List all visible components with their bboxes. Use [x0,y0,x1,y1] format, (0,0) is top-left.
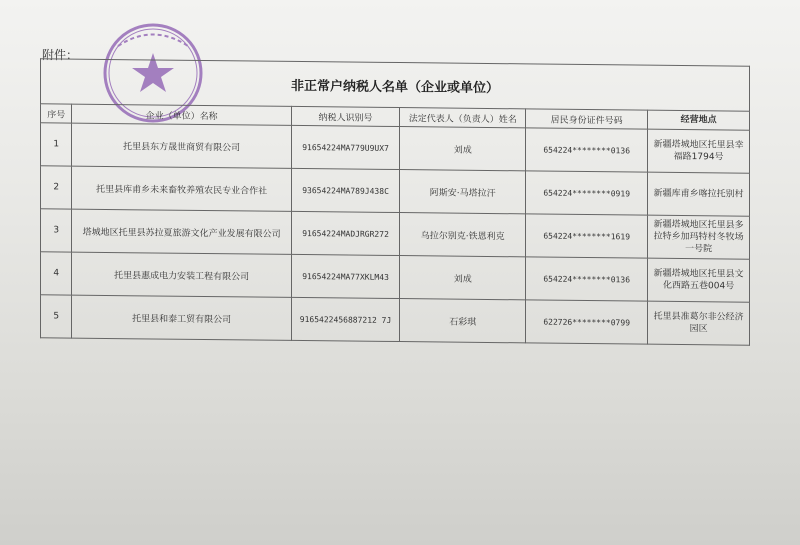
cell-name: 塔城地区托里县苏拉夏旅游文化产业发展有限公司 [72,209,291,254]
cell-name: 托里县库甫乡未来畜牧养殖农民专业合作社 [72,166,291,211]
cell-address: 新疆塔城地区托里县幸福路1794号 [648,129,750,173]
header-id-number: 居民身份证件号码 [526,109,648,129]
cell-tax-id: 9165422456887212 7J [291,297,400,341]
cell-representative: 刘成 [400,127,526,171]
table-row [41,252,750,302]
cell-id-number: 654224********0136 [526,128,648,172]
cell-representative: 刘成 [400,256,526,300]
cell-representative: 乌拉尔别克·铁恩利克 [400,213,526,257]
cell-representative: 石彩琪 [400,299,526,343]
cell-tax-id: 93654224MA789J438C [291,168,400,212]
cell-name: 托里县惠成电力安装工程有限公司 [72,252,291,297]
cell-name: 托里县东方晟世商贸有限公司 [72,123,291,168]
cell-index: 5 [41,295,72,338]
cell-address: 新疆塔城地区托里县多拉特乡加玛特村冬牧场一号院 [648,215,750,259]
header-index: 序号 [41,104,72,123]
cell-index: 1 [41,123,72,166]
cell-id-number: 622726********0799 [526,300,648,344]
table-title: 非正常户纳税人名单（企业或单位） [41,59,750,111]
cell-tax-id: 91654224MA77XKLM43 [291,254,400,298]
cell-index: 2 [41,166,72,209]
cell-index: 3 [41,209,72,252]
header-tax-id: 纳税人识别号 [291,106,400,126]
cell-id-number: 654224********0919 [526,171,648,215]
cell-id-number: 654224********0136 [526,257,648,301]
attachment-label: 附件： [42,48,79,62]
cell-address: 新疆库甫乡喀拉托别村 [648,172,750,216]
table-row [41,123,750,173]
table-row [41,209,750,259]
cell-tax-id: 91654224MA779U9UX7 [291,125,400,169]
cell-id-number: 654224********1619 [526,214,648,258]
cell-tax-id: 91654224MADJRGR272 [291,211,400,255]
header-address: 经营地点 [648,110,750,130]
table-row [41,295,750,345]
table-row [41,166,750,216]
cell-address: 托里县准葛尔非公经济园区 [648,301,750,345]
cell-name: 托里县和泰工贸有限公司 [72,295,291,340]
cell-representative: 阿斯安·马塔拉汗 [400,170,526,214]
header-name: 企业（单位）名称 [72,104,291,125]
cell-address: 新疆塔城地区托里县文化西路五巷004号 [648,258,750,302]
cell-index: 4 [41,252,72,295]
taxpayer-table [40,58,750,345]
header-representative: 法定代表人（负责人）姓名 [400,108,526,128]
